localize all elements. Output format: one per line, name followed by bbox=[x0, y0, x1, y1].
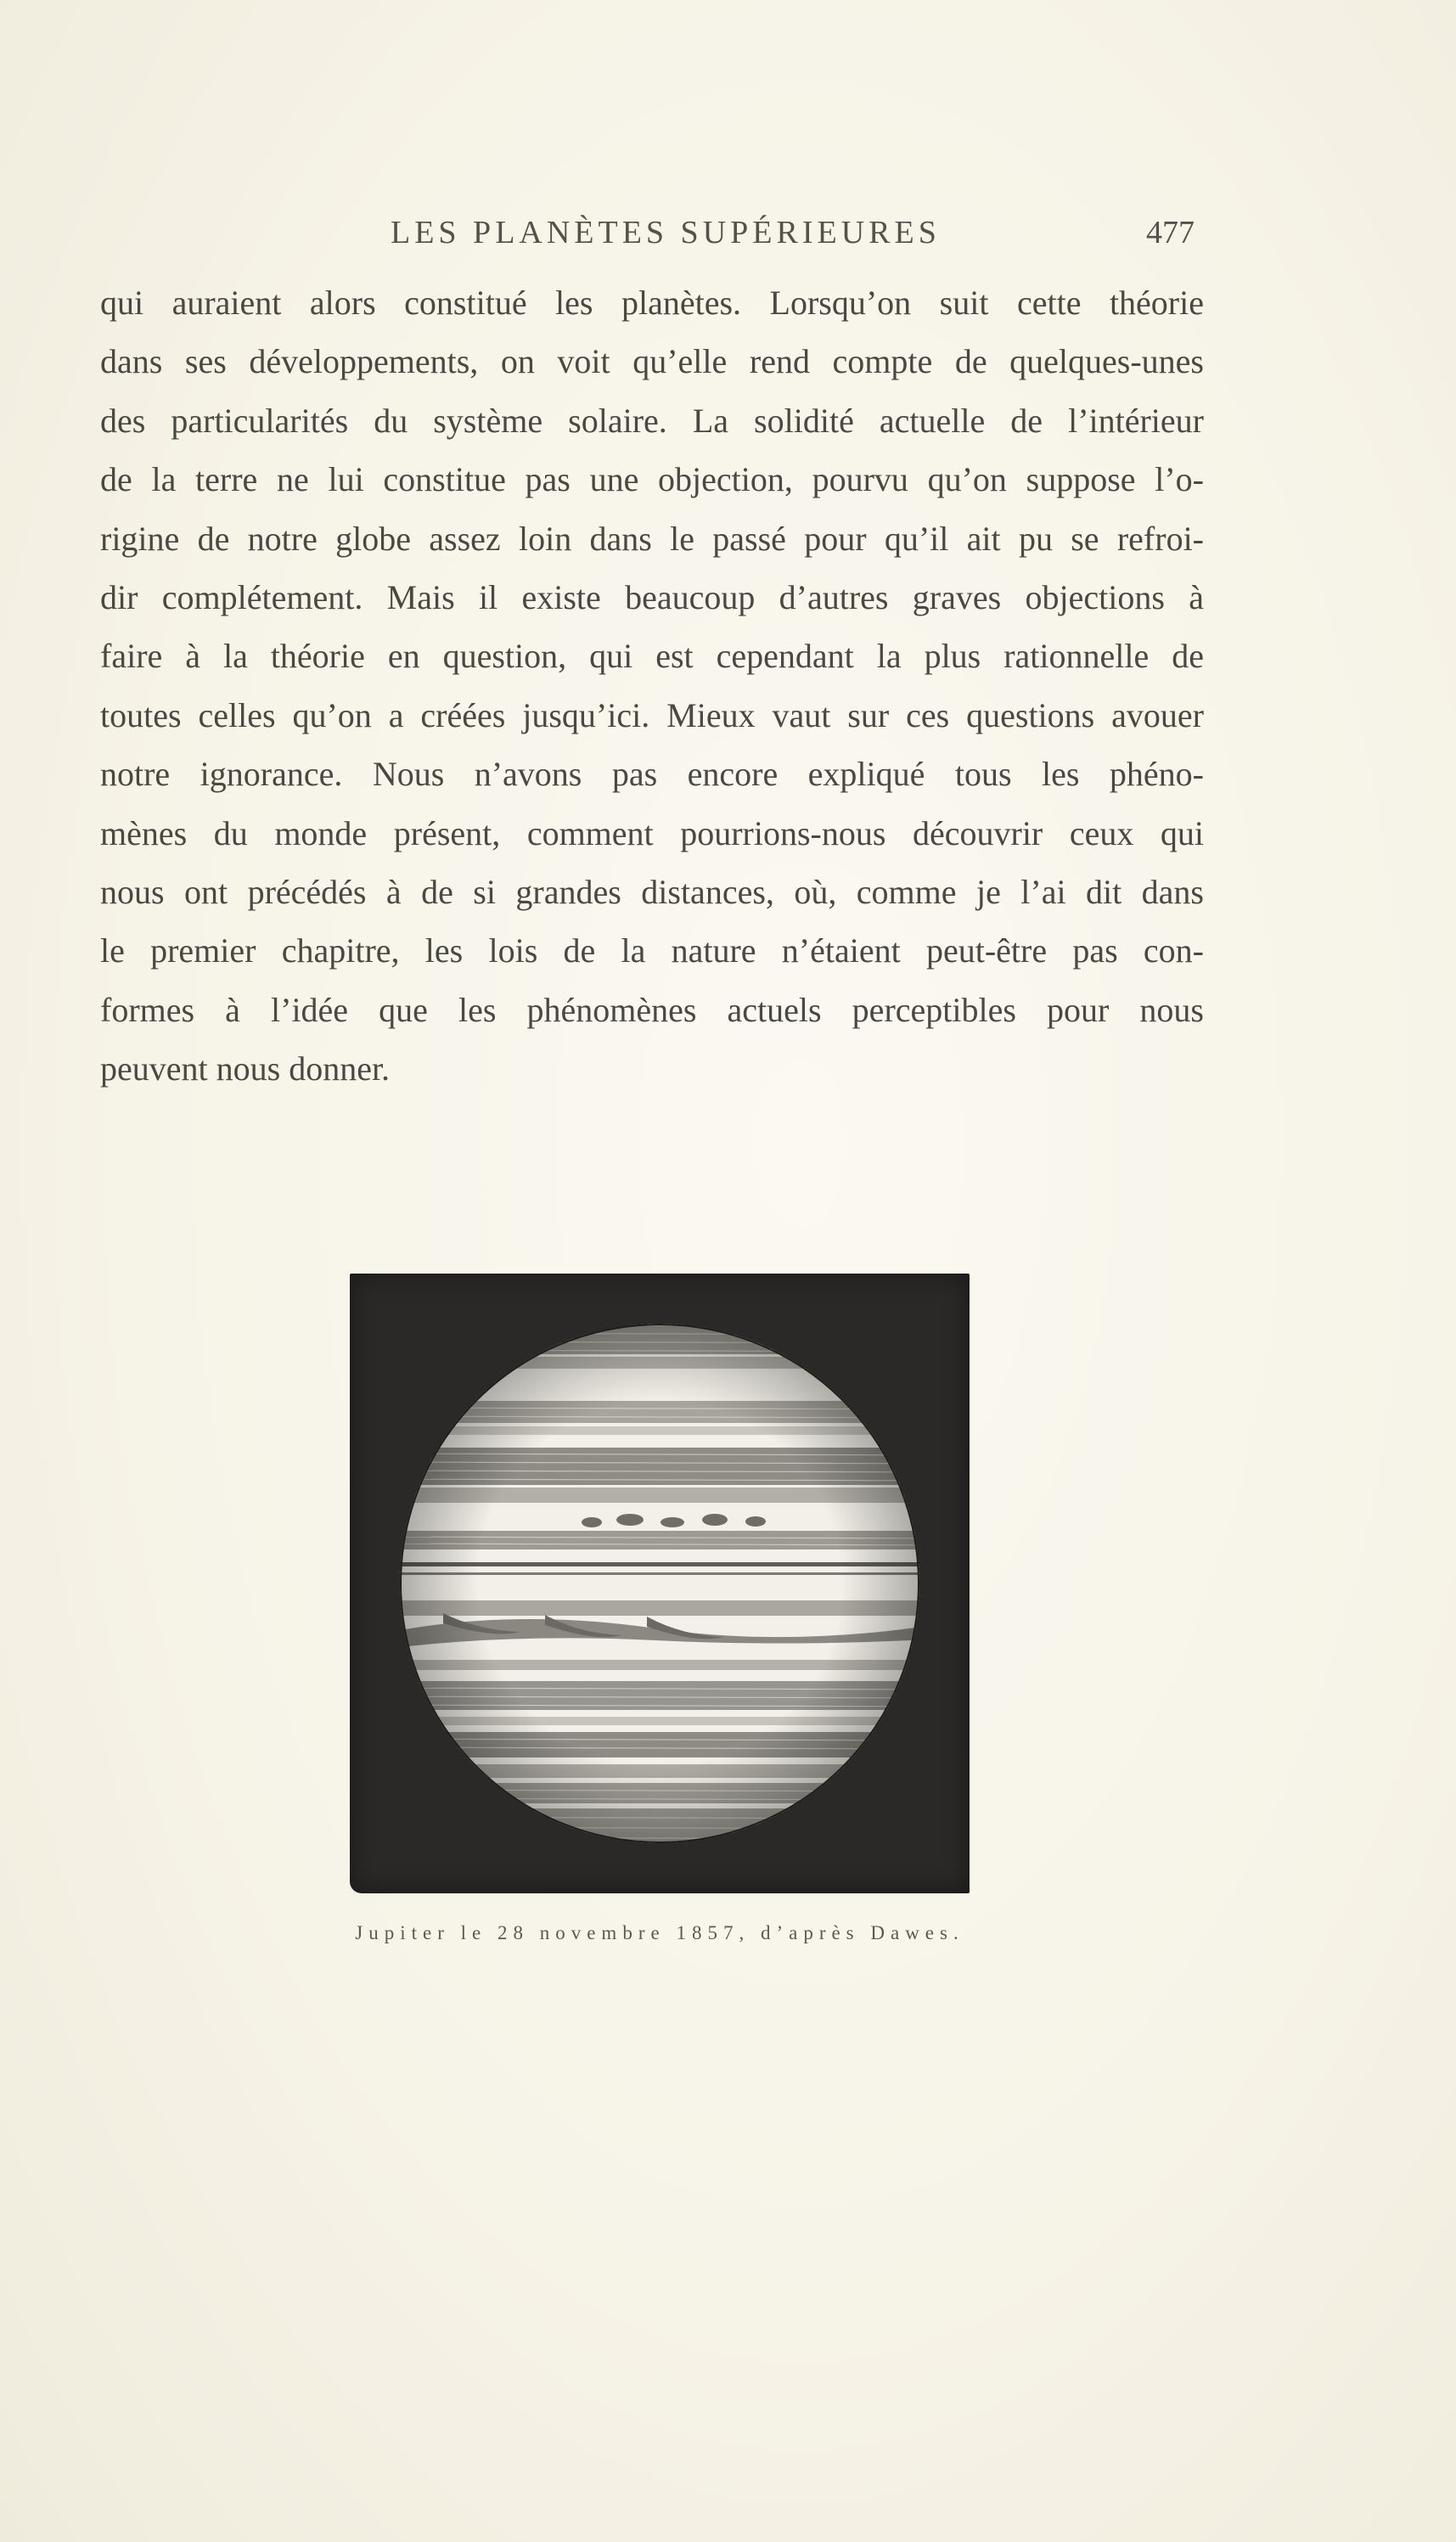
text-line: faire à la théorie en question, qui est cependant la plus rationnelle de bbox=[100, 637, 1204, 676]
jupiter-engraving bbox=[350, 1274, 970, 1893]
text-line: toutes celles qu’on a créées jusqu’ici. Mieux vaut sur ces questions avouer bbox=[100, 695, 1204, 734]
figure-caption: Jupiter le 28 novembre 1857, d’après Dawes. bbox=[355, 1922, 964, 1943]
text-line: dans ses développements, on voit qu’elle rend compte de quelques-unes bbox=[100, 342, 1204, 381]
running-head bbox=[102, 214, 1206, 256]
text-line: des particularités du système solaire. La solidité actuelle de l’intérieur bbox=[100, 401, 1204, 440]
text-line: rigine de notre globe assez loin dans le passé pour qu’il ait pu se refroi- bbox=[100, 519, 1204, 558]
text-line: notre ignorance. Nous n’avons pas encore expliqué tous les phéno- bbox=[100, 755, 1204, 794]
text-line: qui auraient alors constitué les planètes. Lorsqu’on suit cette théorie bbox=[100, 284, 1204, 322]
planet-bands bbox=[350, 1320, 970, 1851]
text-line: le premier chapitre, les lois de la nature n’étaient peut-être pas con- bbox=[100, 931, 1204, 970]
text-line: de la terre ne lui constitue pas une objection, pourvu qu’on suppose l’o- bbox=[100, 460, 1204, 499]
text-line: formes à l’idée que les phénomènes actuels perceptibles pour nous bbox=[100, 990, 1204, 1029]
text-line: peuvent nous donner. bbox=[100, 1049, 391, 1088]
jupiter-illustration bbox=[350, 1274, 970, 1893]
text-line: nous ont précédés à de si grandes distances, où, comme je l’ai dit dans bbox=[100, 872, 1204, 911]
text-line: mènes du monde présent, comment pourrions-nous découvrir ceux qui bbox=[100, 813, 1204, 852]
text-line: dir complétement. Mais il existe beaucoup d’autres graves objections à bbox=[100, 577, 1204, 616]
page-number: 477 bbox=[1146, 215, 1195, 250]
running-title: LES PLANÈTES SUPÉRIEURES bbox=[391, 215, 941, 250]
body-paragraph bbox=[100, 273, 1204, 1098]
